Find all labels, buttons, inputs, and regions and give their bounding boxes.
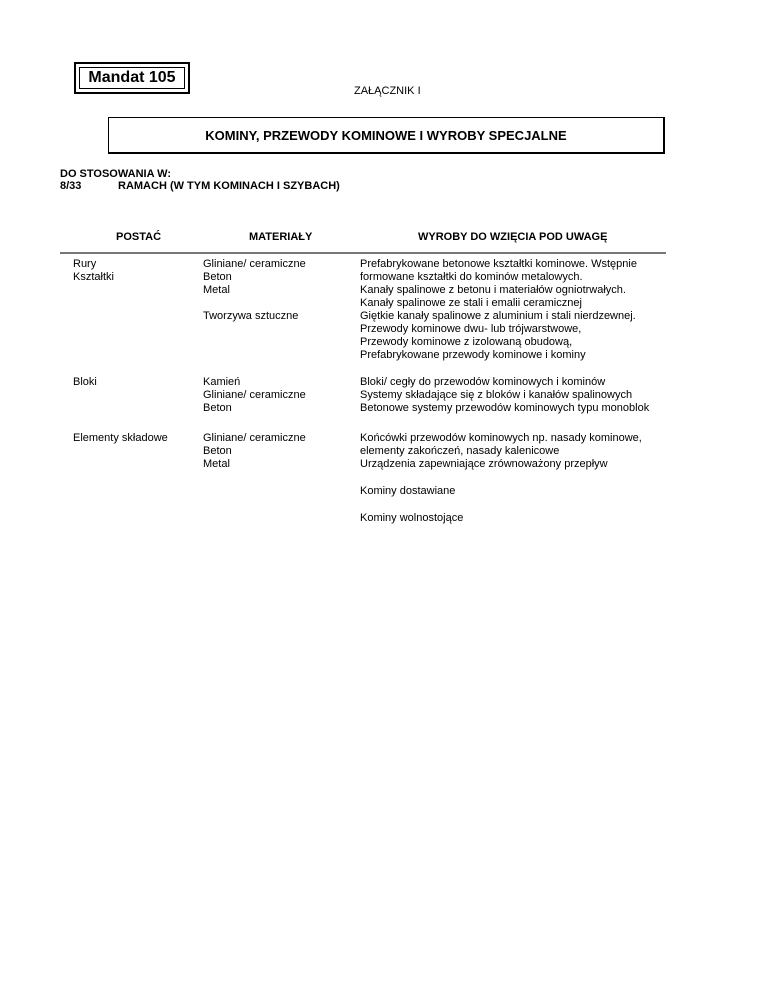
- table-cell: Prefabrykowane przewody kominowe i kominy: [360, 349, 586, 361]
- table-cell: Systemy składające się z bloków i kanałów spalinowych: [360, 389, 633, 401]
- table-cell: Urządzenia zapewniające zrównoważony przepływ: [360, 458, 608, 470]
- column-header-form: POSTAĆ: [116, 231, 162, 243]
- applies-heading: DO STOSOWANIA W:: [60, 168, 172, 180]
- table-cell: Bloki: [73, 376, 97, 388]
- row3-products-extra-2: Kominy wolnostojące: [360, 512, 464, 524]
- table-cell: Metal: [203, 284, 230, 296]
- column-header-materials: MATERIAŁY: [249, 231, 313, 243]
- table-cell: Kanały spalinowe z betonu i materiałów ogniotrwałych.: [360, 284, 626, 296]
- document-title: KOMINY, PRZEWODY KOMINOWE I WYROBY SPECJALNE: [108, 117, 665, 154]
- header-divider: [60, 252, 666, 254]
- row1-form: [73, 258, 114, 284]
- column-header-products: WYROBY DO WZIĘCIA POD UWAGĘ: [418, 231, 608, 243]
- table-cell: Prefabrykowane betonowe kształtki kominowe. Wstępnie: [360, 258, 637, 270]
- table-cell: Gliniane/ ceramiczne: [203, 258, 306, 270]
- table-cell: Kanały spalinowe ze stali i emalii ceramicznej: [360, 297, 582, 309]
- table-cell: Przewody kominowe dwu- lub trójwarstwowe,: [360, 323, 582, 335]
- annex-label: ZAŁĄCZNIK I: [354, 85, 421, 97]
- mandate-label: Mandat 105: [79, 67, 185, 89]
- table-cell: Końcówki przewodów kominowych np. nasady kominowe,: [360, 432, 642, 444]
- table-cell: Betonowe systemy przewodów kominowych typu monoblok: [360, 402, 650, 414]
- table-cell: Kamień: [203, 376, 241, 388]
- table-cell: Giętkie kanały spalinowe z aluminium i stali nierdzewnej.: [360, 310, 636, 322]
- row3-form: [73, 432, 168, 445]
- row3-products: [360, 432, 642, 471]
- applies-text: RAMACH (W TYM KOMINACH I SZYBACH): [118, 180, 340, 192]
- row1-products: [360, 258, 637, 362]
- table-cell: Gliniane/ ceramiczne: [203, 389, 306, 401]
- table-cell: elementy zakończeń, nasady kalenicowe: [360, 445, 560, 457]
- mandate-box: [74, 62, 190, 94]
- table-cell: Elementy składowe: [73, 432, 168, 444]
- table-cell: Rury: [73, 258, 97, 270]
- row1-materials-extra: Tworzywa sztuczne: [203, 310, 299, 322]
- table-cell: Beton: [203, 271, 232, 283]
- table-cell: Beton: [203, 445, 232, 457]
- applies-code: 8/33: [60, 180, 82, 192]
- table-cell: Przewody kominowe z izolowaną obudową,: [360, 336, 573, 348]
- table-cell: Kształtki: [73, 271, 114, 283]
- table-cell: Gliniane/ ceramiczne: [203, 432, 306, 444]
- row2-form: [73, 376, 97, 389]
- row3-products-extra-1: Kominy dostawiane: [360, 485, 456, 497]
- row2-products: [360, 376, 649, 415]
- table-cell: Metal: [203, 458, 230, 470]
- table-cell: formowane kształtki do kominów metalowych.: [360, 271, 583, 283]
- row1-materials: [203, 258, 306, 297]
- table-cell: Beton: [203, 402, 232, 414]
- applies-row: [60, 180, 340, 192]
- table-cell: Bloki/ cegły do przewodów kominowych i kominów: [360, 376, 606, 388]
- row3-materials: [203, 432, 306, 471]
- row2-materials: [203, 376, 306, 415]
